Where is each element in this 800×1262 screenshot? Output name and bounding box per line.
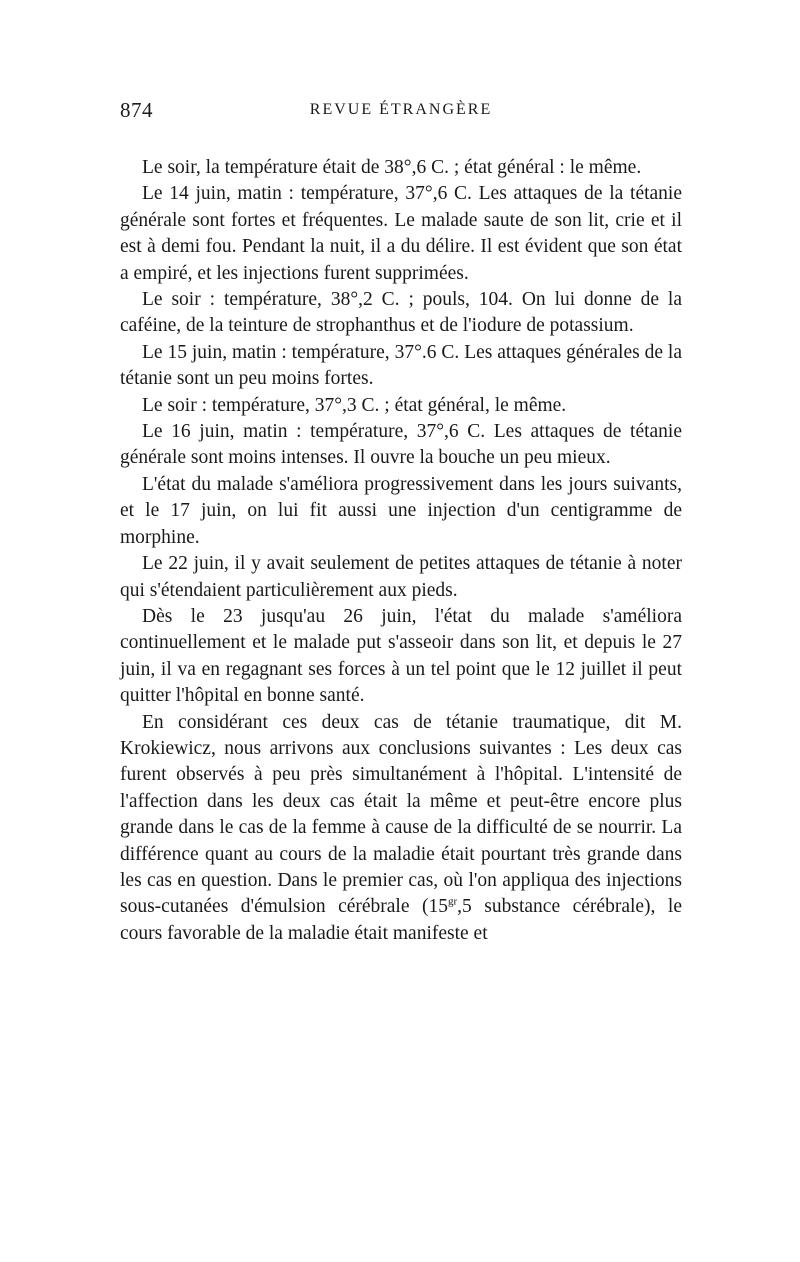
- page-number: 874: [120, 98, 153, 122]
- paragraph: Le soir : température, 38°,2 C. ; pouls, 104. On lui donne de la caféine, de la teinture de strophanthus et de l'iodure de potassium.: [120, 289, 682, 337]
- unit-superscript: gr: [448, 895, 458, 908]
- paragraph: Le 22 juin, il y avait seulement de petites attaques de tétanie à noter qui s'étendaient particulièrement aux pieds.: [120, 553, 682, 601]
- paragraph: L'état du malade s'améliora progressivement dans les jours suivants, et le 17 juin, on lui fit aussi une injection d'un centigramme de morphine.: [120, 473, 682, 548]
- running-title: REVUE ÉTRANGÈRE: [309, 101, 493, 118]
- paragraph: Le 16 juin, matin : température, 37°,6 C. Les attaques de tétanie générale sont moins intenses. Il ouvre la bouche un peu mieux.: [120, 421, 682, 469]
- paragraph-text: ,5 substance cérébrale), le cours favorable de la maladie était manifeste et: [120, 896, 682, 944]
- page-header: [120, 98, 682, 128]
- paragraph: Le 15 juin, matin : température, 37°.6 C. Les attaques générales de la tétanie sont un peu moins fortes.: [120, 341, 682, 390]
- paragraph: Dès le 23 jusqu'au 26 juin, l'état du malade s'améliora continuellement et le malade put s'asseoir dans son lit, et depuis le 27 juin, il va en regagnant ses forces à un tel point que le 12 juillet il peut quitter l'hôpital en bonne santé.: [120, 605, 682, 707]
- paragraph: Le soir, la température était de 38°,6 C. ; état général : le même.: [142, 157, 642, 178]
- body-text: [120, 155, 682, 947]
- paragraph-conclusions: [120, 710, 682, 948]
- paragraph: Le soir : température, 37°,3 C. ; état général, le même.: [142, 394, 567, 416]
- paragraph-text: En considérant ces deux cas de tétanie traumatique, dit M. Krokiewicz, nous arrivons aux conclusions suivantes : Les deux cas furent observés à peu près simultanément à l'hôpital. L'intensité de l'affection dans les deux cas était la même et peut-être encore plus grande dans le cas de la femme à cause de la difficulté de se nourrir. La différence quant au cours de la maladie était pourtant très grande dans les cas en question. Dans le premier cas, où l'on appliqua des injections sous-cutanées d'émulsion cérébrale (15: [120, 711, 682, 918]
- paragraph: Le 14 juin, matin : température, 37°,6 C. Les attaques de la tétanie générale sont fortes et fréquentes. Le malade saute de son lit, crie et il est à demi fou. Pendant la nuit, il a du délire. Il est évident que son état a empiré, et les injections furent supprimées.: [120, 183, 682, 284]
